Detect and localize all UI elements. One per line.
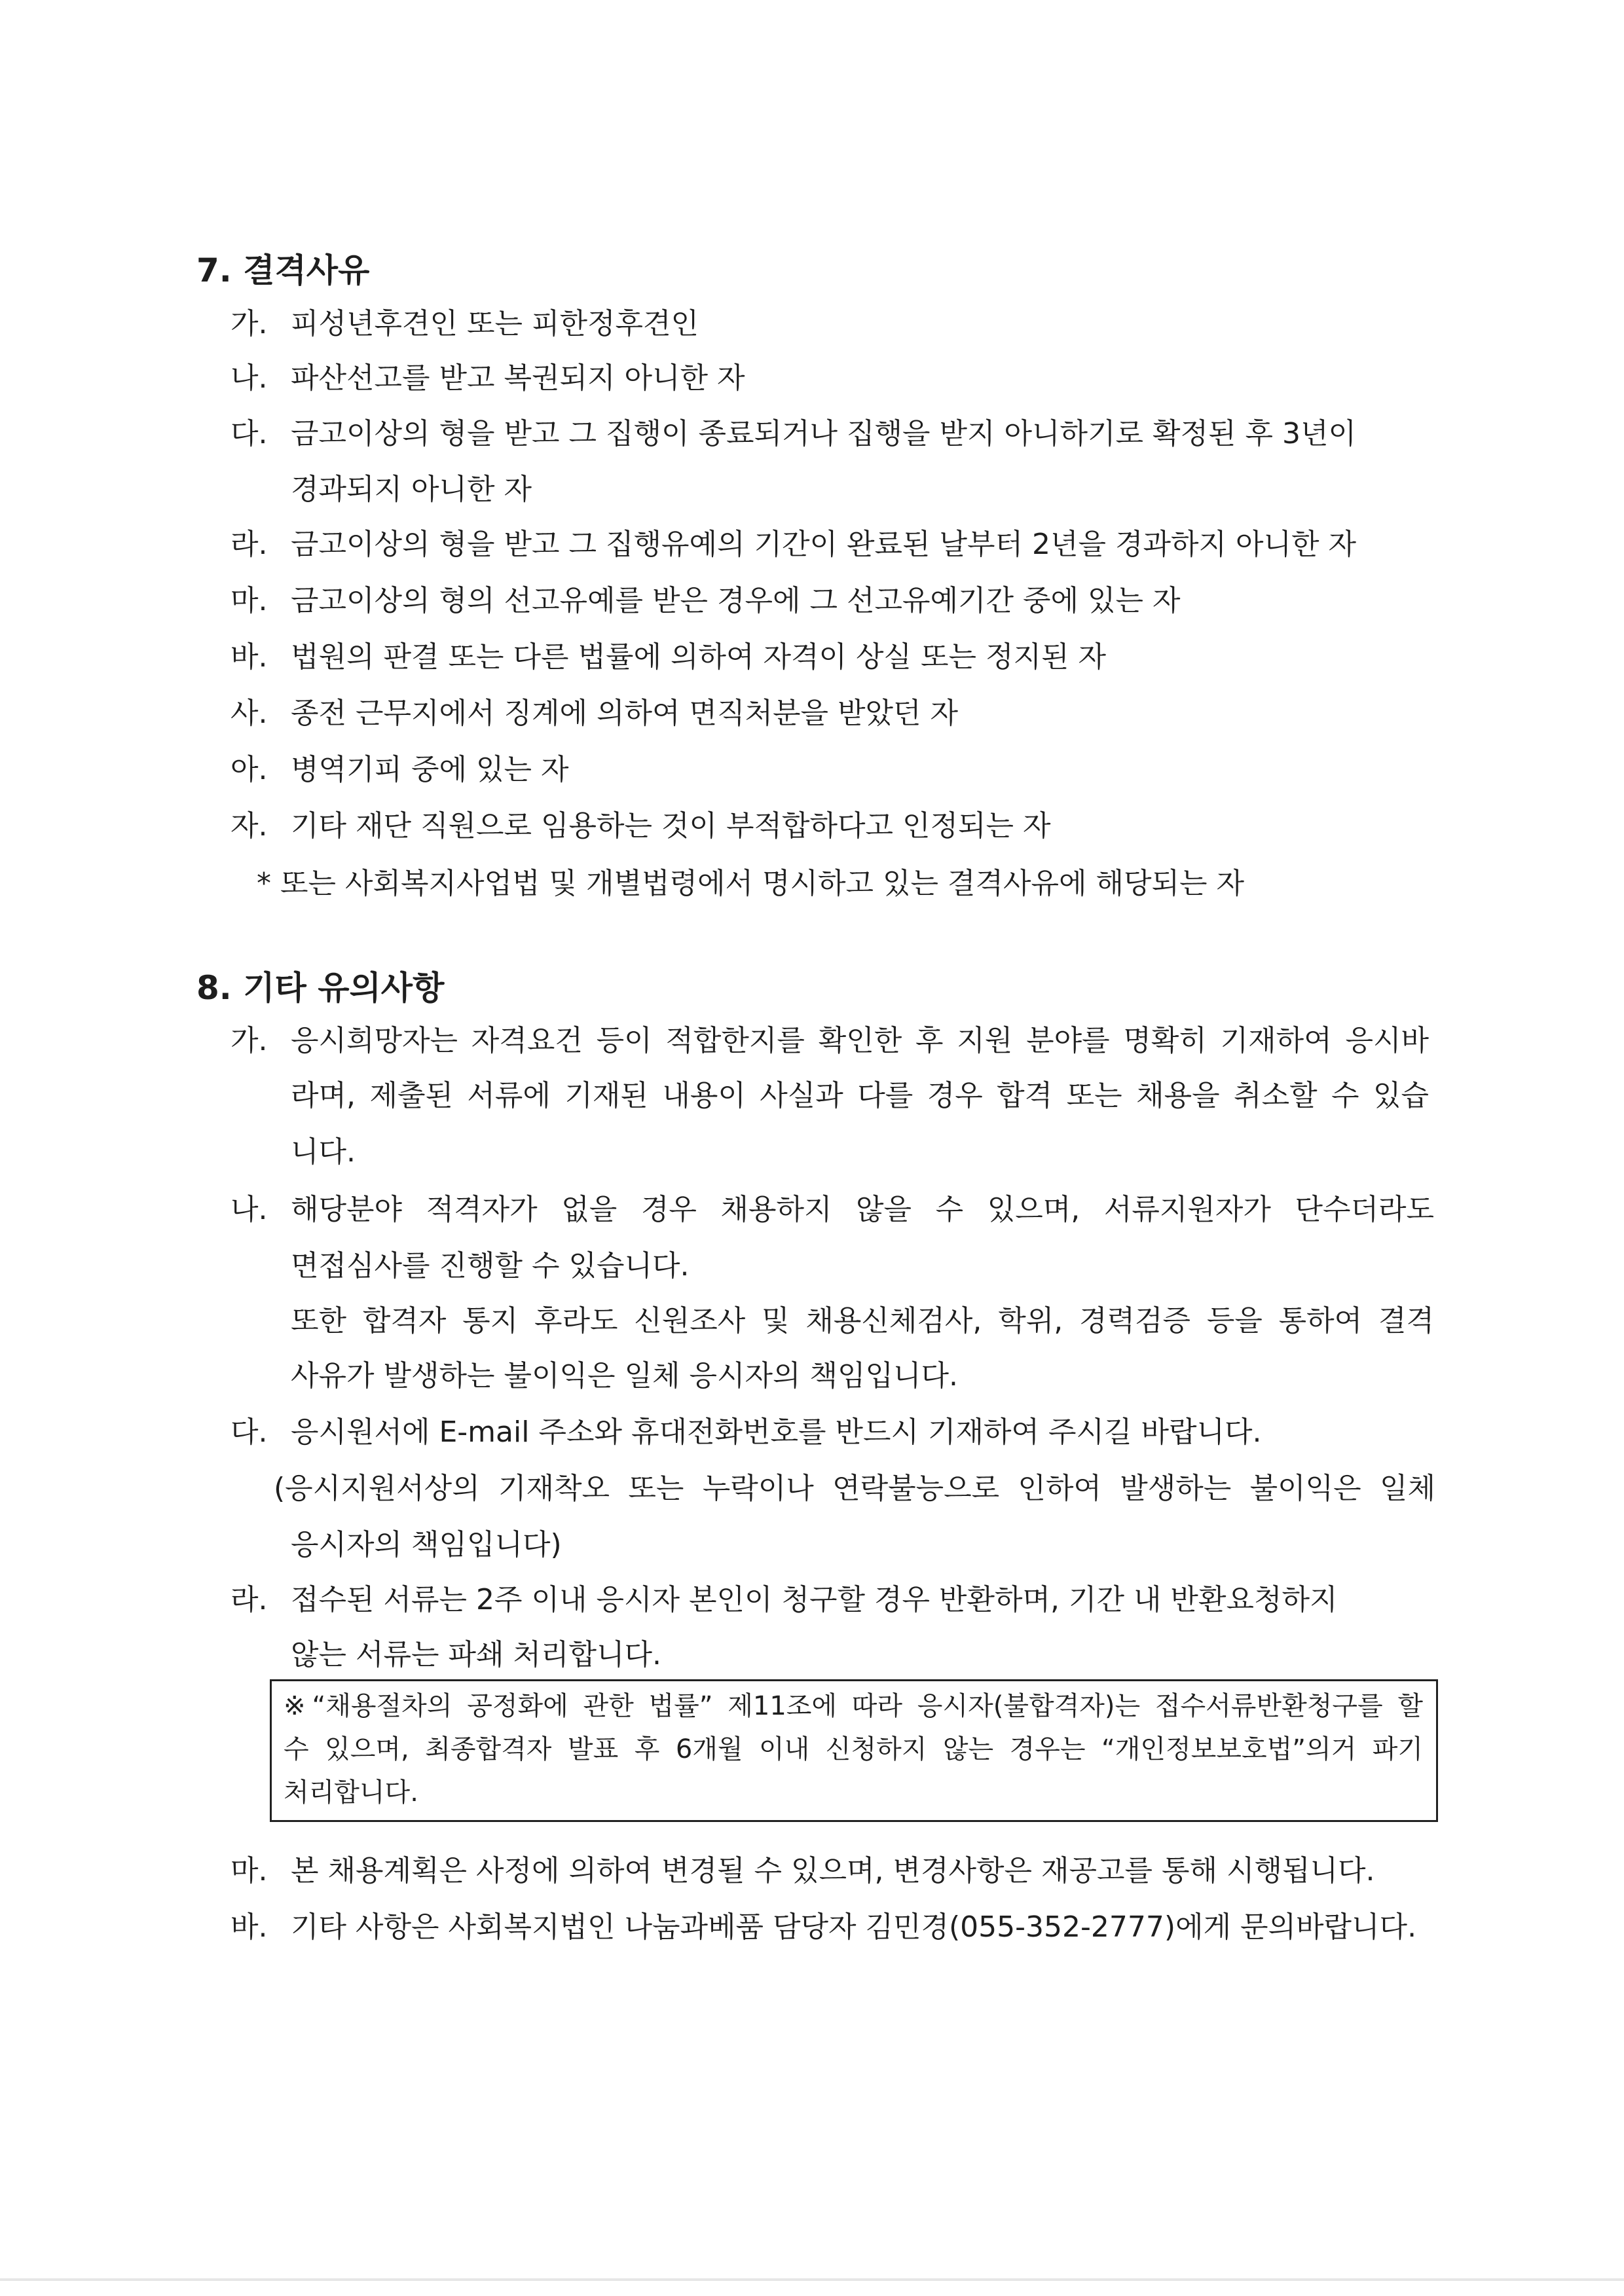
item-marker: 마. xyxy=(231,1854,268,1887)
list-item xyxy=(231,694,958,733)
item-text-continued: 않는 서류는 파쇄 처리합니다. xyxy=(291,1638,661,1671)
item-marker: 라. xyxy=(231,528,268,561)
list-item xyxy=(231,1851,1375,1891)
list-item xyxy=(231,525,1356,564)
list-item xyxy=(231,304,699,344)
item-text-continued: 면접심사를 진행할 수 있습니다. xyxy=(291,1249,690,1283)
list-item xyxy=(231,638,1106,677)
item-text-continued: 라며, 제출된 서류에 기재된 내용이 사실과 다를 경우 합격 또는 채용을 취소할 수 있습 xyxy=(291,1079,1429,1112)
item-marker: 다. xyxy=(231,1415,268,1449)
notice-line: ※“채용절차의 공정화에 관한 법률” 제11조에 따라 응시자(불합격자)는 접수서류반환청구를 할 xyxy=(284,1691,1423,1721)
list-item xyxy=(231,1908,1416,1947)
item-text-continued: (응시지원서상의 기재착오 또는 누락이나 연락불능으로 인하여 발생하는 불이익은 일체 xyxy=(274,1472,1435,1505)
item-text: 해당분야 적격자가 없을 경우 채용하지 않을 수 있으며, 서류지원자가 단수더라도 xyxy=(291,1193,1434,1226)
item-marker: 바. xyxy=(231,640,268,674)
item-text-continued: 사유가 발생하는 불이익은 일체 응시자의 책임입니다. xyxy=(291,1359,959,1393)
item-text-continued: 니다. xyxy=(291,1135,356,1169)
item-text: 기타 사항은 사회복지법인 나눔과베품 담당자 김민경(055-352-2777)에게 문의바랍니다. xyxy=(291,1910,1417,1944)
item-text: 법원의 판결 또는 다른 법률에 의하여 자격이 상실 또는 정지된 자 xyxy=(291,640,1106,674)
list-item xyxy=(231,359,745,398)
item-text: 병역기피 중에 있는 자 xyxy=(291,753,569,786)
item-text: 금고이상의 형의 선고유예를 받은 경우에 그 선고유예기간 중에 있는 자 xyxy=(291,584,1181,617)
notice-box xyxy=(270,1679,1438,1822)
item-text: 기타 재단 직원으로 임용하는 것이 부적합하다고 인정되는 자 xyxy=(291,809,1051,843)
item-marker: 가. xyxy=(231,307,268,340)
item-text: 본 채용계획은 사정에 의하여 변경될 수 있으며, 변경사항은 재공고를 통해 시행됩니다. xyxy=(291,1854,1375,1887)
section-8-title: 8. 기타 유의사항 xyxy=(196,969,445,1007)
item-text-continued: 경과되지 아니한 자 xyxy=(291,473,532,506)
item-text: 종전 근무지에서 징계에 의하여 면직처분을 받았던 자 xyxy=(291,697,959,730)
item-marker: 아. xyxy=(231,753,268,786)
list-item xyxy=(231,807,1051,846)
item-marker: 사. xyxy=(231,697,268,730)
list-item xyxy=(231,581,1181,621)
list-item xyxy=(231,1580,1337,1620)
item-marker: 다. xyxy=(231,417,268,450)
list-item xyxy=(231,1190,1434,1230)
item-text: 접수된 서류는 2주 이내 응시자 본인이 청구할 경우 반환하며, 기간 내 반환요청하지 xyxy=(291,1583,1338,1616)
section-7-title: 7. 결격사유 xyxy=(196,251,370,289)
section-7-note: * 또는 사회복지사업법 및 개별법령에서 명시하고 있는 결격사유에 해당되는 자 xyxy=(257,867,1245,900)
item-marker: 자. xyxy=(231,809,268,843)
item-marker: 나. xyxy=(231,1193,268,1226)
item-text: 응시원서에 E-mail 주소와 휴대전화번호를 반드시 기재하여 주시길 바랍니다. xyxy=(291,1415,1262,1449)
item-marker: 마. xyxy=(231,584,268,617)
item-marker: 라. xyxy=(231,1583,268,1616)
item-text: 파산선고를 받고 복권되지 아니한 자 xyxy=(291,361,745,395)
list-item xyxy=(231,750,569,790)
list-item xyxy=(231,1413,1261,1452)
item-text-continued: 또한 합격자 통지 후라도 신원조사 및 채용신체검사, 학위, 경력검증 등을 통하여 결격 xyxy=(291,1304,1434,1338)
item-text: 응시희망자는 자격요건 등이 적합한지를 확인한 후 지원 분야를 명확히 기재하여 응시바 xyxy=(291,1024,1429,1057)
notice-line: 처리합니다. xyxy=(284,1777,418,1808)
item-text: 금고이상의 형을 받고 그 집행유예의 기간이 완료된 날부터 2년을 경과하지 아니한 자 xyxy=(291,528,1356,561)
list-item xyxy=(231,1021,1429,1061)
item-text: 피성년후견인 또는 피한정후견인 xyxy=(291,307,699,340)
item-marker: 가. xyxy=(231,1024,268,1057)
scan-edge-divider xyxy=(0,2278,1624,2281)
item-marker: 나. xyxy=(231,361,268,395)
item-text: 금고이상의 형을 받고 그 집행이 종료되거나 집행을 받지 아니하기로 확정된 후 3년이 xyxy=(291,417,1356,450)
notice-line: 수 있으며, 최종합격자 발표 후 6개월 이내 신청하지 않는 경우는 “개인정보보호법”의거 파기 xyxy=(284,1734,1423,1764)
list-item xyxy=(231,414,1356,454)
item-marker: 바. xyxy=(231,1910,268,1944)
item-text-continued: 응시자의 책임입니다) xyxy=(291,1528,562,1561)
